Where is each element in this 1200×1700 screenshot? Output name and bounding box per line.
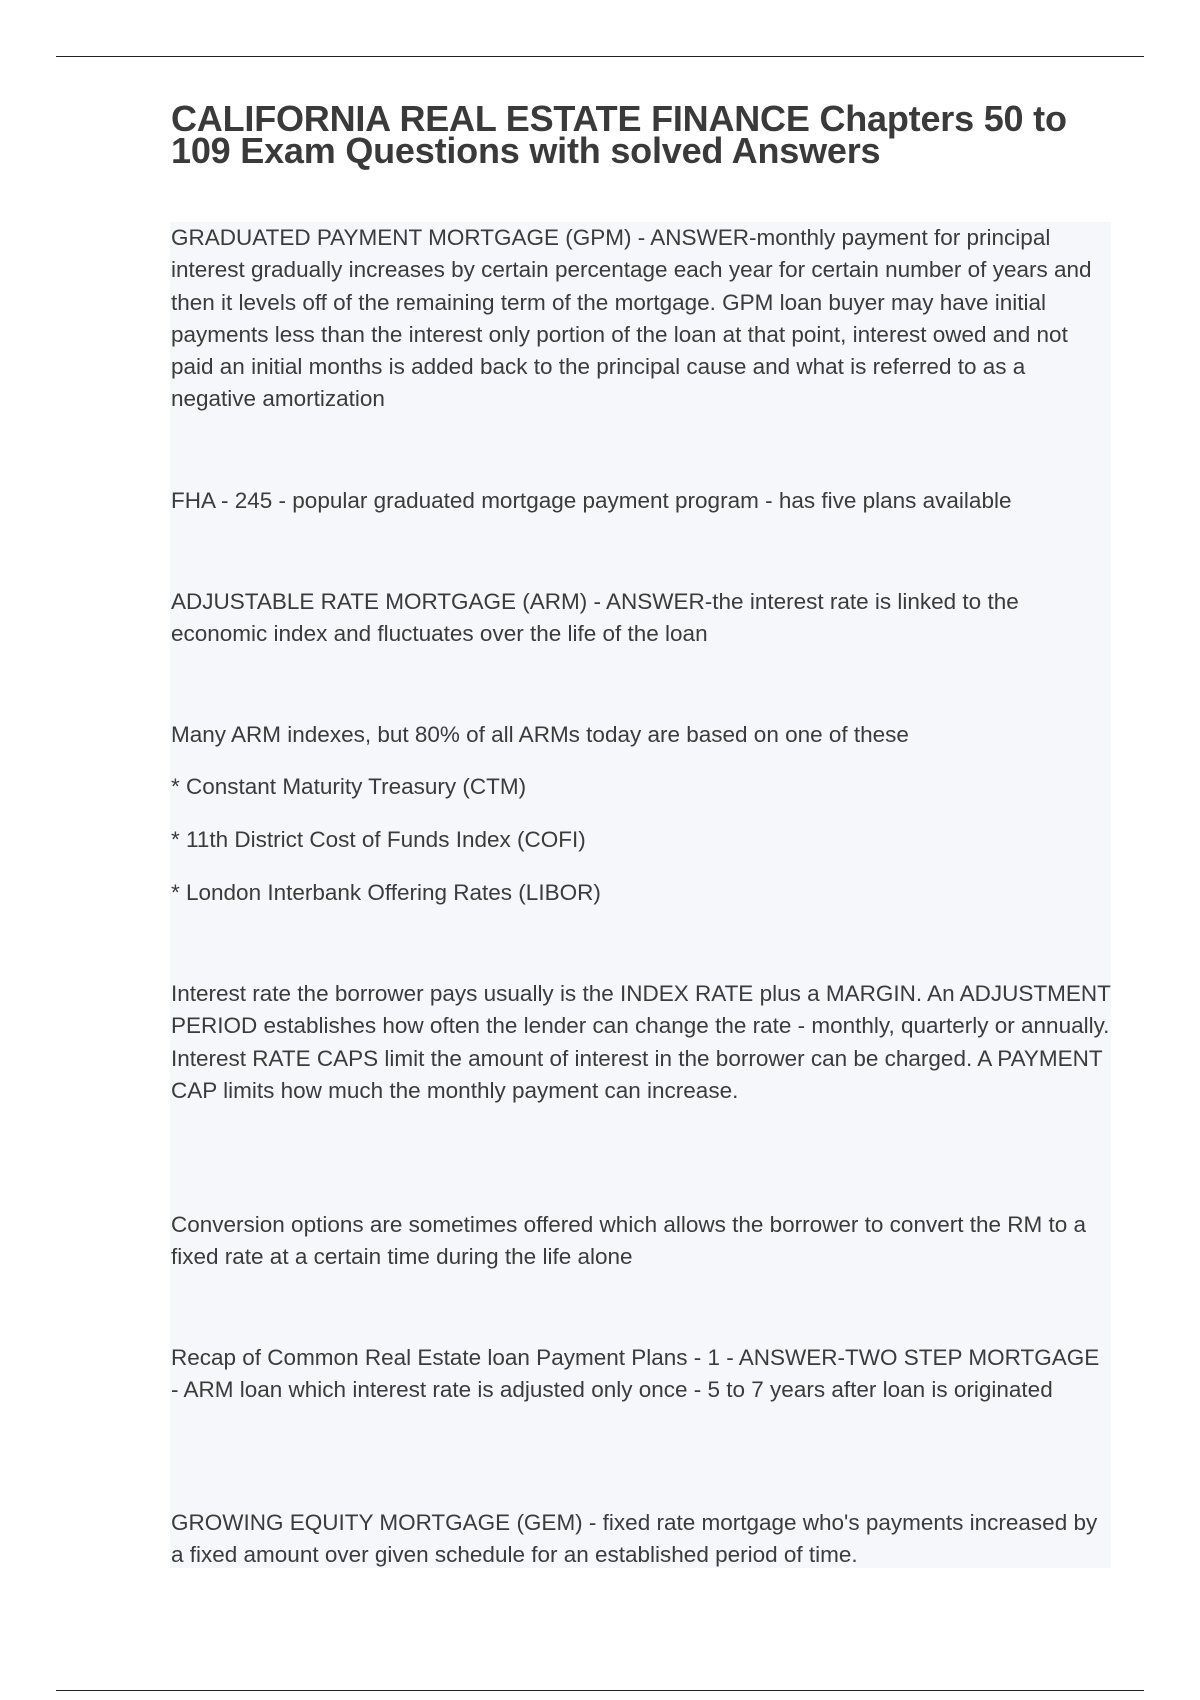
document-body [170,222,1111,1568]
paragraph-gem: GROWING EQUITY MORTGAGE (GEM) - fixed rate mortgage who's payments increased by a fixed amount over given schedule for an established period of time. [171,1510,1098,1568]
paragraph-gpm: GRADUATED PAYMENT MORTGAGE (GPM) - ANSWER-monthly payment for principal interest gradually increases by certain percentage each year for certain number of years and then it levels off of the remaining term of the mortgage. GPM loan buyer may have initial payments less than the interest only portion of the loan at that point, interest owed and not paid an initial months is added back to the principal cause and what is referred to as a negative amortization [171,225,1092,412]
paragraph-recap-payment-plans: Recap of Common Real Estate loan Payment Plans - 1 - ANSWER-TWO STEP MORTGAGE - ARM loan which interest rate is adjusted only once - 5 to 7 years after loan is originated [171,1345,1100,1403]
list-item-cofi: * 11th District Cost of Funds Index (COFI) [171,827,586,852]
paragraph-fha-245: FHA - 245 - popular graduated mortgage payment program - has five plans available [171,488,1012,513]
list-item-libor: * London Interbank Offering Rates (LIBOR) [171,880,601,905]
list-item-ctm: * Constant Maturity Treasury (CTM) [171,774,527,799]
paragraph-arm-indexes: Many ARM indexes, but 80% of all ARMs today are based on one of these [171,722,909,747]
paragraph-interest-rate: Interest rate the borrower pays usually is the INDEX RATE plus a MARGIN. An ADJUSTMENT PERIOD establishes how often the lender can change the rate - monthly, quarterly or annually. Interest RATE CAPS limit the amount of interest in the borrower can be charged. A PAYMENT CAP limits how much the monthly payment can increase. [171,981,1111,1103]
bottom-divider [56,1690,1144,1691]
paragraph-arm: ADJUSTABLE RATE MORTGAGE (ARM) - ANSWER-the interest rate is linked to the economic index and fluctuates over the life of the loan [171,589,1019,647]
paragraph-conversion-options: Conversion options are sometimes offered which allows the borrower to convert the RM to a fixed rate at a certain time during the life alone [171,1212,1087,1270]
document-title: CALIFORNIA REAL ESTATE FINANCE Chapters 50 to 109 Exam Questions with solved Answers [171,98,1067,171]
top-divider [56,56,1144,57]
